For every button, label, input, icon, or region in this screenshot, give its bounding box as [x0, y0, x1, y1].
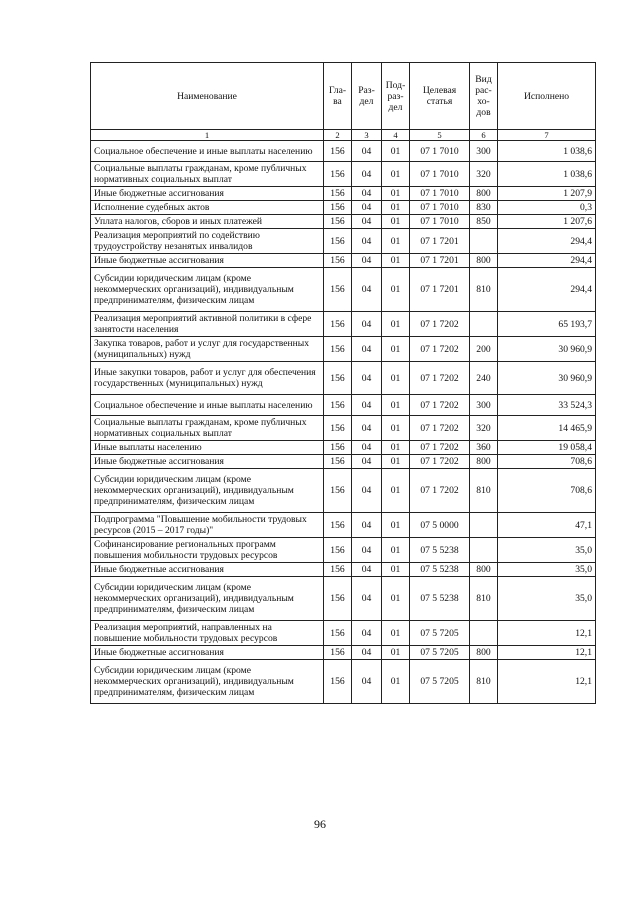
row-executed: 708,6	[498, 455, 596, 469]
row-chapter: 156	[324, 229, 352, 254]
row-section: 04	[352, 577, 382, 621]
row-subsection: 01	[382, 538, 410, 563]
row-executed: 1 207,6	[498, 215, 596, 229]
row-expense-type: 810	[470, 660, 498, 704]
row-section: 04	[352, 201, 382, 215]
row-chapter: 156	[324, 162, 352, 187]
row-chapter: 156	[324, 646, 352, 660]
row-subsection: 01	[382, 201, 410, 215]
table-row	[91, 513, 596, 538]
row-name: Уплата налогов, сборов и иных платежей	[91, 215, 324, 229]
row-subsection: 01	[382, 312, 410, 337]
row-chapter: 156	[324, 337, 352, 362]
row-executed: 294,4	[498, 229, 596, 254]
row-expense-type: 200	[470, 337, 498, 362]
row-name: Иные бюджетные ассигнования	[91, 455, 324, 469]
row-executed: 47,1	[498, 513, 596, 538]
row-target-article: 07 1 7010	[410, 187, 470, 201]
row-name: Реализация мероприятий по содействию трудоустройству незанятых инвалидов	[91, 229, 324, 254]
row-expense-type: 800	[470, 646, 498, 660]
column-numbers-row	[91, 130, 596, 141]
row-section: 04	[352, 337, 382, 362]
row-target-article: 07 1 7202	[410, 395, 470, 416]
table-header-row	[91, 63, 596, 130]
row-subsection: 01	[382, 513, 410, 538]
row-target-article: 07 5 0000	[410, 513, 470, 538]
row-chapter: 156	[324, 660, 352, 704]
row-subsection: 01	[382, 395, 410, 416]
row-executed: 294,4	[498, 268, 596, 312]
table-row	[91, 395, 596, 416]
row-chapter: 156	[324, 187, 352, 201]
row-subsection: 01	[382, 660, 410, 704]
row-executed: 1 038,6	[498, 141, 596, 162]
header-target-article: Целевая статья	[410, 63, 470, 130]
row-expense-type: 240	[470, 362, 498, 395]
row-name: Социальное обеспечение и иные выплаты населению	[91, 395, 324, 416]
row-expense-type	[470, 538, 498, 563]
table-row	[91, 362, 596, 395]
row-expense-type	[470, 312, 498, 337]
row-executed: 65 193,7	[498, 312, 596, 337]
row-executed: 708,6	[498, 469, 596, 513]
table-row	[91, 469, 596, 513]
row-target-article: 07 5 5238	[410, 563, 470, 577]
row-executed: 0,3	[498, 201, 596, 215]
row-name: Софинансирование региональных программ повышения мобильности трудовых ресурсов	[91, 538, 324, 563]
table-row	[91, 141, 596, 162]
row-expense-type: 830	[470, 201, 498, 215]
table-row	[91, 337, 596, 362]
row-chapter: 156	[324, 469, 352, 513]
row-target-article: 07 1 7201	[410, 229, 470, 254]
row-expense-type: 320	[470, 416, 498, 441]
row-section: 04	[352, 268, 382, 312]
row-expense-type: 810	[470, 469, 498, 513]
column-number: 1	[91, 130, 324, 141]
row-section: 04	[352, 469, 382, 513]
row-chapter: 156	[324, 312, 352, 337]
table-row	[91, 254, 596, 268]
row-section: 04	[352, 395, 382, 416]
row-subsection: 01	[382, 215, 410, 229]
row-subsection: 01	[382, 621, 410, 646]
row-name: Исполнение судебных актов	[91, 201, 324, 215]
table-row	[91, 312, 596, 337]
row-expense-type: 810	[470, 268, 498, 312]
column-number: 3	[352, 130, 382, 141]
column-number: 7	[498, 130, 596, 141]
row-name: Субсидии юридическим лицам (кроме некоммерческих организаций), индивидуальным предпринимателям, физическим лицам	[91, 469, 324, 513]
column-number: 5	[410, 130, 470, 141]
table-body	[91, 141, 596, 704]
table-row	[91, 229, 596, 254]
row-subsection: 01	[382, 441, 410, 455]
row-name: Иные бюджетные ассигнования	[91, 563, 324, 577]
row-section: 04	[352, 416, 382, 441]
row-name: Иные выплаты населению	[91, 441, 324, 455]
row-subsection: 01	[382, 229, 410, 254]
row-target-article: 07 1 7201	[410, 268, 470, 312]
row-executed: 12,1	[498, 646, 596, 660]
table-row	[91, 215, 596, 229]
row-expense-type: 800	[470, 254, 498, 268]
row-section: 04	[352, 621, 382, 646]
row-target-article: 07 1 7202	[410, 312, 470, 337]
row-target-article: 07 1 7202	[410, 455, 470, 469]
table-row	[91, 563, 596, 577]
row-section: 04	[352, 563, 382, 577]
row-chapter: 156	[324, 141, 352, 162]
row-executed: 14 465,9	[498, 416, 596, 441]
row-expense-type: 300	[470, 141, 498, 162]
row-chapter: 156	[324, 577, 352, 621]
row-chapter: 156	[324, 201, 352, 215]
row-executed: 35,0	[498, 538, 596, 563]
row-target-article: 07 5 5238	[410, 538, 470, 563]
row-expense-type: 850	[470, 215, 498, 229]
row-chapter: 156	[324, 362, 352, 395]
table-row	[91, 162, 596, 187]
row-target-article: 07 1 7202	[410, 441, 470, 455]
row-subsection: 01	[382, 646, 410, 660]
row-name: Иные бюджетные ассигнования	[91, 254, 324, 268]
row-target-article: 07 5 7205	[410, 646, 470, 660]
row-section: 04	[352, 187, 382, 201]
row-executed: 33 524,3	[498, 395, 596, 416]
row-executed: 35,0	[498, 563, 596, 577]
row-chapter: 156	[324, 563, 352, 577]
row-expense-type: 300	[470, 395, 498, 416]
table-row	[91, 416, 596, 441]
row-section: 04	[352, 513, 382, 538]
row-expense-type	[470, 621, 498, 646]
header-name: Наименование	[91, 63, 324, 130]
row-subsection: 01	[382, 469, 410, 513]
row-section: 04	[352, 162, 382, 187]
row-subsection: 01	[382, 187, 410, 201]
row-subsection: 01	[382, 254, 410, 268]
row-target-article: 07 1 7202	[410, 469, 470, 513]
row-name: Иные бюджетные ассигнования	[91, 646, 324, 660]
row-target-article: 07 1 7202	[410, 416, 470, 441]
row-subsection: 01	[382, 455, 410, 469]
row-section: 04	[352, 455, 382, 469]
row-section: 04	[352, 660, 382, 704]
row-subsection: 01	[382, 362, 410, 395]
row-chapter: 156	[324, 395, 352, 416]
row-section: 04	[352, 362, 382, 395]
row-target-article: 07 1 7202	[410, 362, 470, 395]
table-row	[91, 187, 596, 201]
row-executed: 30 960,9	[498, 362, 596, 395]
row-chapter: 156	[324, 538, 352, 563]
row-executed: 30 960,9	[498, 337, 596, 362]
header-expense-type: Вид рас-хо-дов	[470, 63, 498, 130]
table-row	[91, 268, 596, 312]
row-expense-type: 320	[470, 162, 498, 187]
row-expense-type	[470, 229, 498, 254]
row-executed: 1 207,9	[498, 187, 596, 201]
table-row	[91, 577, 596, 621]
row-target-article: 07 1 7010	[410, 141, 470, 162]
column-number: 6	[470, 130, 498, 141]
row-subsection: 01	[382, 577, 410, 621]
column-number: 4	[382, 130, 410, 141]
row-expense-type: 800	[470, 563, 498, 577]
table-row	[91, 660, 596, 704]
row-section: 04	[352, 441, 382, 455]
row-chapter: 156	[324, 215, 352, 229]
table-row	[91, 538, 596, 563]
table-row	[91, 621, 596, 646]
row-section: 04	[352, 646, 382, 660]
row-executed: 12,1	[498, 621, 596, 646]
row-name: Иные закупки товаров, работ и услуг для обеспечения государственных (муниципальных) нужд	[91, 362, 324, 395]
header-executed: Исполнено	[498, 63, 596, 130]
row-executed: 12,1	[498, 660, 596, 704]
row-name: Социальное обеспечение и иные выплаты населению	[91, 141, 324, 162]
row-expense-type: 800	[470, 455, 498, 469]
row-target-article: 07 5 7205	[410, 621, 470, 646]
header-chapter: Гла-ва	[324, 63, 352, 130]
row-chapter: 156	[324, 455, 352, 469]
row-chapter: 156	[324, 441, 352, 455]
row-section: 04	[352, 254, 382, 268]
row-name: Субсидии юридическим лицам (кроме некоммерческих организаций), индивидуальным предпринимателям, физическим лицам	[91, 660, 324, 704]
row-name: Социальные выплаты гражданам, кроме публичных нормативных социальных выплат	[91, 416, 324, 441]
row-name: Реализация мероприятий, направленных на повышение мобильности трудовых ресурсов	[91, 621, 324, 646]
row-subsection: 01	[382, 563, 410, 577]
table-row	[91, 441, 596, 455]
row-target-article: 07 5 7205	[410, 660, 470, 704]
header-subsection: Под-раз-дел	[382, 63, 410, 130]
row-chapter: 156	[324, 621, 352, 646]
row-expense-type: 800	[470, 187, 498, 201]
row-name: Иные бюджетные ассигнования	[91, 187, 324, 201]
row-expense-type	[470, 513, 498, 538]
row-name: Закупка товаров, работ и услуг для государственных (муниципальных) нужд	[91, 337, 324, 362]
row-subsection: 01	[382, 337, 410, 362]
row-section: 04	[352, 312, 382, 337]
row-chapter: 156	[324, 254, 352, 268]
row-name: Субсидии юридическим лицам (кроме некоммерческих организаций), индивидуальным предпринимателям, физическим лицам	[91, 268, 324, 312]
row-section: 04	[352, 141, 382, 162]
table-row	[91, 201, 596, 215]
row-executed: 35,0	[498, 577, 596, 621]
row-chapter: 156	[324, 513, 352, 538]
page-number: 96	[314, 817, 326, 831]
row-subsection: 01	[382, 141, 410, 162]
row-name: Субсидии юридическим лицам (кроме некоммерческих организаций), индивидуальным предпринимателям, физическим лицам	[91, 577, 324, 621]
row-target-article: 07 1 7201	[410, 254, 470, 268]
header-section: Раз-дел	[352, 63, 382, 130]
table-row	[91, 455, 596, 469]
row-chapter: 156	[324, 268, 352, 312]
row-chapter: 156	[324, 416, 352, 441]
row-target-article: 07 1 7010	[410, 215, 470, 229]
row-target-article: 07 1 7010	[410, 162, 470, 187]
row-section: 04	[352, 215, 382, 229]
row-expense-type: 810	[470, 577, 498, 621]
row-executed: 1 038,6	[498, 162, 596, 187]
table-row	[91, 646, 596, 660]
row-expense-type: 360	[470, 441, 498, 455]
row-subsection: 01	[382, 268, 410, 312]
row-target-article: 07 1 7010	[410, 201, 470, 215]
row-executed: 19 058,4	[498, 441, 596, 455]
row-section: 04	[352, 538, 382, 563]
row-subsection: 01	[382, 416, 410, 441]
row-name: Подпрограмма "Повышение мобильности трудовых ресурсов (2015 – 2017 годы)"	[91, 513, 324, 538]
row-name: Социальные выплаты гражданам, кроме публичных нормативных социальных выплат	[91, 162, 324, 187]
row-name: Реализация мероприятий активной политики в сфере занятости населения	[91, 312, 324, 337]
budget-table	[90, 62, 596, 704]
row-executed: 294,4	[498, 254, 596, 268]
row-target-article: 07 5 5238	[410, 577, 470, 621]
row-target-article: 07 1 7202	[410, 337, 470, 362]
column-number: 2	[324, 130, 352, 141]
row-section: 04	[352, 229, 382, 254]
row-subsection: 01	[382, 162, 410, 187]
